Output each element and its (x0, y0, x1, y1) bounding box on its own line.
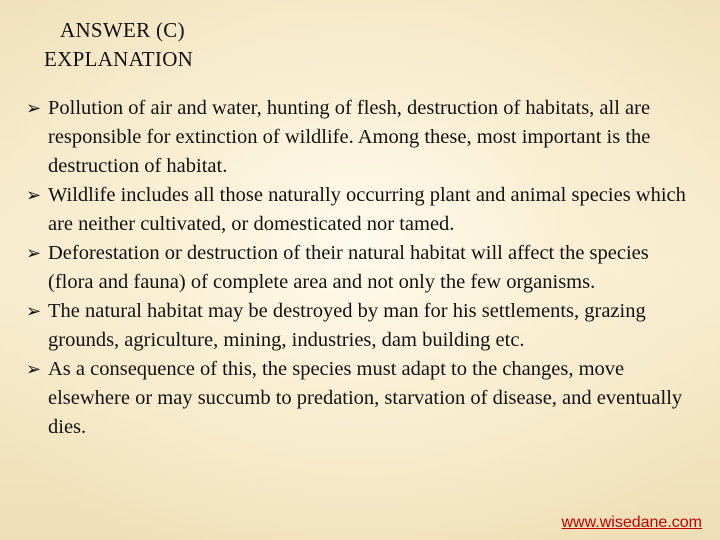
bullet-list (26, 94, 696, 442)
answer-title: ANSWER (C) (60, 18, 185, 42)
bullet-item-5 (26, 355, 696, 442)
arrow-bullet-icon: ➢ (26, 185, 42, 206)
arrow-bullet-icon: ➢ (26, 301, 42, 322)
website-link[interactable]: www.wisedane.com (561, 514, 702, 531)
bullet-text: The natural habitat may be destroyed by man for his settlements, grazing grounds, agriculture, mining, industries, dam building etc. (48, 300, 646, 351)
bullet-item-1 (26, 94, 696, 181)
slide-heading (0, 16, 193, 74)
bullet-item-3 (26, 239, 696, 297)
arrow-bullet-icon: ➢ (26, 98, 42, 119)
bullet-text: Deforestation or destruction of their natural habitat will affect the species (flora and fauna) of complete area and not only the few organisms. (48, 242, 649, 293)
bullet-text: Pollution of air and water, hunting of flesh, destruction of habitats, all are responsible for extinction of wildlife. Among these, most important is the destruction of habitat. (48, 97, 651, 177)
bullet-text: Wildlife includes all those naturally occurring plant and animal species which are neither cultivated, or domesticated nor tamed. (48, 184, 686, 235)
arrow-bullet-icon: ➢ (26, 359, 42, 380)
bullet-item-4 (26, 297, 696, 355)
bullet-text: As a consequence of this, the species must adapt to the changes, move elsewhere or may succumb to predation, starvation of disease, and eventually dies. (48, 358, 683, 438)
bullet-item-2 (26, 181, 696, 239)
arrow-bullet-icon: ➢ (26, 243, 42, 264)
explanation-title: EXPLANATION (44, 47, 194, 71)
